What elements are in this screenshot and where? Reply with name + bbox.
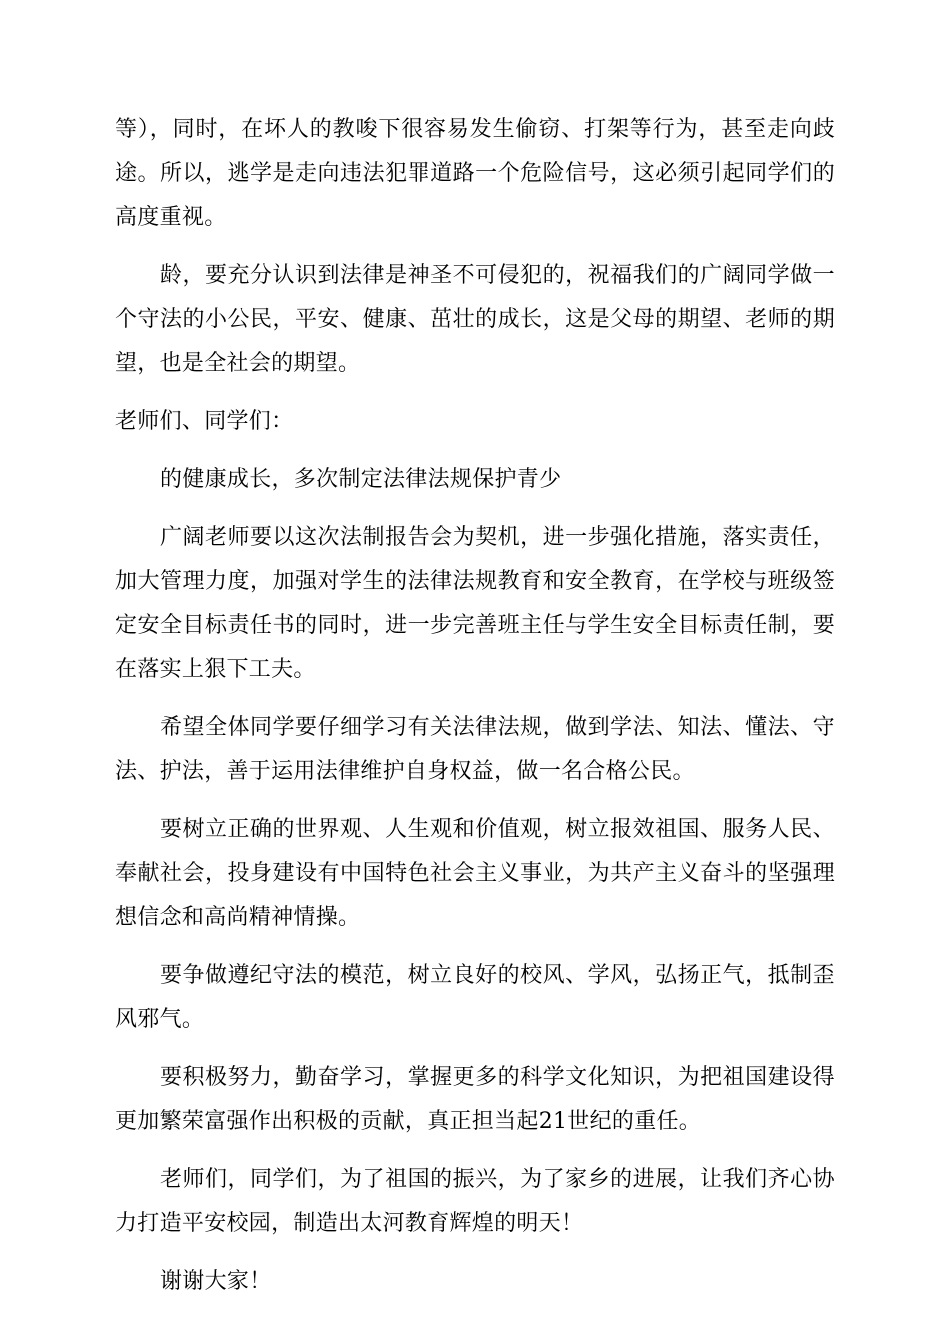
paragraph-7: 要树立正确的世界观、人生观和价值观，树立报效祖国、服务人民、奉献社会，投身建设有中国特色社会主义事业，为共产主义奋斗的坚强理想信念和高尚精神情操。 <box>115 817 835 930</box>
document-body <box>115 108 835 1304</box>
salutation: 老师们、同学们： <box>115 409 294 434</box>
paragraph-8: 要争做遵纪守法的模范，树立良好的校风、学风，弘扬正气，抵制歪风邪气。 <box>115 963 835 1032</box>
paragraph-10: 老师们，同学们，为了祖国的振兴，为了家乡的进展，让我们齐心协力打造平安校园，制造出太河教育辉煌的明天！ <box>115 1167 835 1236</box>
paragraph-9: 要积极努力，勤奋学习，掌握更多的科学文化知识，为把祖国建设得更加繁荣富强作出积极的贡献，真正担当起21世纪的重任。 <box>115 1065 835 1134</box>
paragraph-4: 的健康成长，多次制定法律法规保护青少 <box>160 467 562 492</box>
paragraph-2: 龄，要充分认识到法律是神圣不可侵犯的，祝福我们的广阔同学做一个守法的小公民，平安、健康、茁壮的成长，这是父母的期望、老师的期望，也是全社会的期望。 <box>115 263 835 376</box>
paragraph-6: 希望全体同学要仔细学习有关法律法规，做到学法、知法、懂法、守法、护法，善于运用法律维护自身权益，做一名合格公民。 <box>115 715 835 784</box>
paragraph-1: 等），同时，在坏人的教唆下很容易发生偷窃、打架等行为，甚至走向歧途。所以，逃学是走向违法犯罪道路一个危险信号，这必须引起同学们的高度重视。 <box>115 117 835 230</box>
closing-thanks: 谢谢大家！ <box>160 1269 272 1294</box>
paragraph-5: 广阔老师要以这次法制报告会为契机，进一步强化措施，落实责任，加大管理力度，加强对学生的法律法规教育和安全教育，在学校与班级签定安全目标责任书的同时，进一步完善班主任与学生安全目标责任制，要在落实上狠下工夫。 <box>115 525 835 682</box>
